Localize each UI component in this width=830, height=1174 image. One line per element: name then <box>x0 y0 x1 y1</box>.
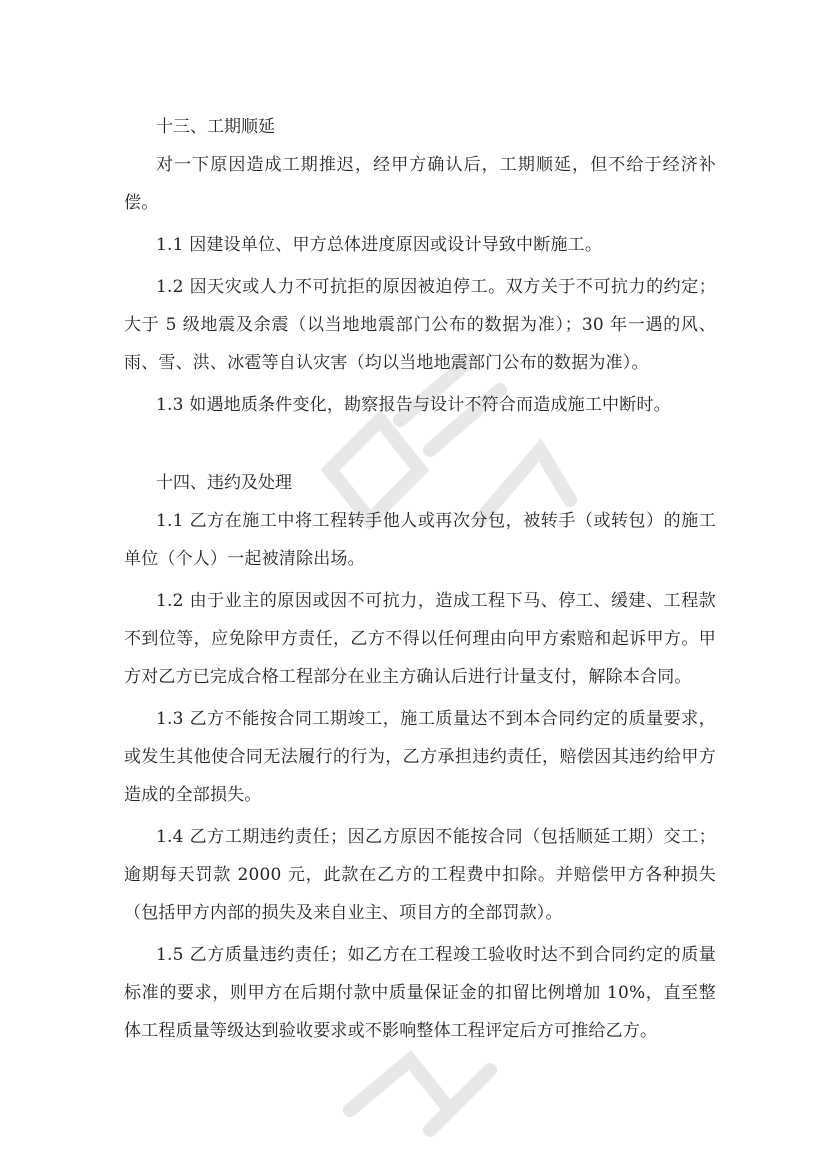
section-13-item-1: 1.1 因建设单位、甲方总体进度原因或设计导致中断施工。 <box>156 235 603 255</box>
section-14-item-1: 1.1 乙方在施工中将工程转手他人或再次分包，被转手（或转包）的施工单位（个人）一起被清除出场。 <box>124 511 716 569</box>
section-13-item-3: 1.3 如遇地质条件变化，勘察报告与设计不符合而造成施工中断时。 <box>156 395 671 415</box>
section-13-item-2: 1.2 因天灾或人力不可抗拒的原因被迫停工。双方关于不可抗力的约定；大于 5 级地震及余震（以当地地震部门公布的数据为准）；30 年一遇的风、雨、雪、洪、冰雹等自认灾害（均以当地地震部门公布的数据为准）。 <box>124 277 716 373</box>
section-14-title: 十四、违约及处理 <box>156 473 292 493</box>
section-13-intro: 对一下原因造成工期推迟，经甲方确认后，工期顺延，但不给于经济补偿。 <box>124 155 716 213</box>
section-gap <box>124 428 716 464</box>
section-13-title: 十三、工期顺延 <box>156 117 275 137</box>
section-14-item-3: 1.3 乙方不能按合同工期竣工，施工质量达不到本合同约定的质量要求，或发生其他使合同无法履行的行为，乙方承担违约责任，赔偿因其违约给甲方造成的全部损失。 <box>124 709 716 805</box>
document-content <box>124 108 716 1054</box>
section-14-item-5: 1.5 乙方质量违约责任；如乙方在工程竣工验收时达不到合同约定的质量标准的要求，则甲方在后期付款中质量保证金的扣留比例增加 10%，直至整体工程质量等级达到验收要求或不影响整体工程评定后方可推给乙方。 <box>124 945 716 1041</box>
section-14-item-4: 1.4 乙方工期违约责任；因乙方原因不能按合同（包括顺延工期）交工；逾期每天罚款 2000 元，此款在乙方的工程费中扣除。并赔偿甲方各种损失（包括甲方内部的损失及来自业主、项目方的全部罚款）。 <box>124 827 716 923</box>
section-14-item-2: 1.2 由于业主的原因或因不可抗力，造成工程下马、停工、缓建、工程款不到位等，应免除甲方责任，乙方不得以任何理由向甲方索赔和起诉甲方。甲方对乙方已完成合格工程部分在业主方确认后进行计量支付，解除本合同。 <box>124 591 716 687</box>
